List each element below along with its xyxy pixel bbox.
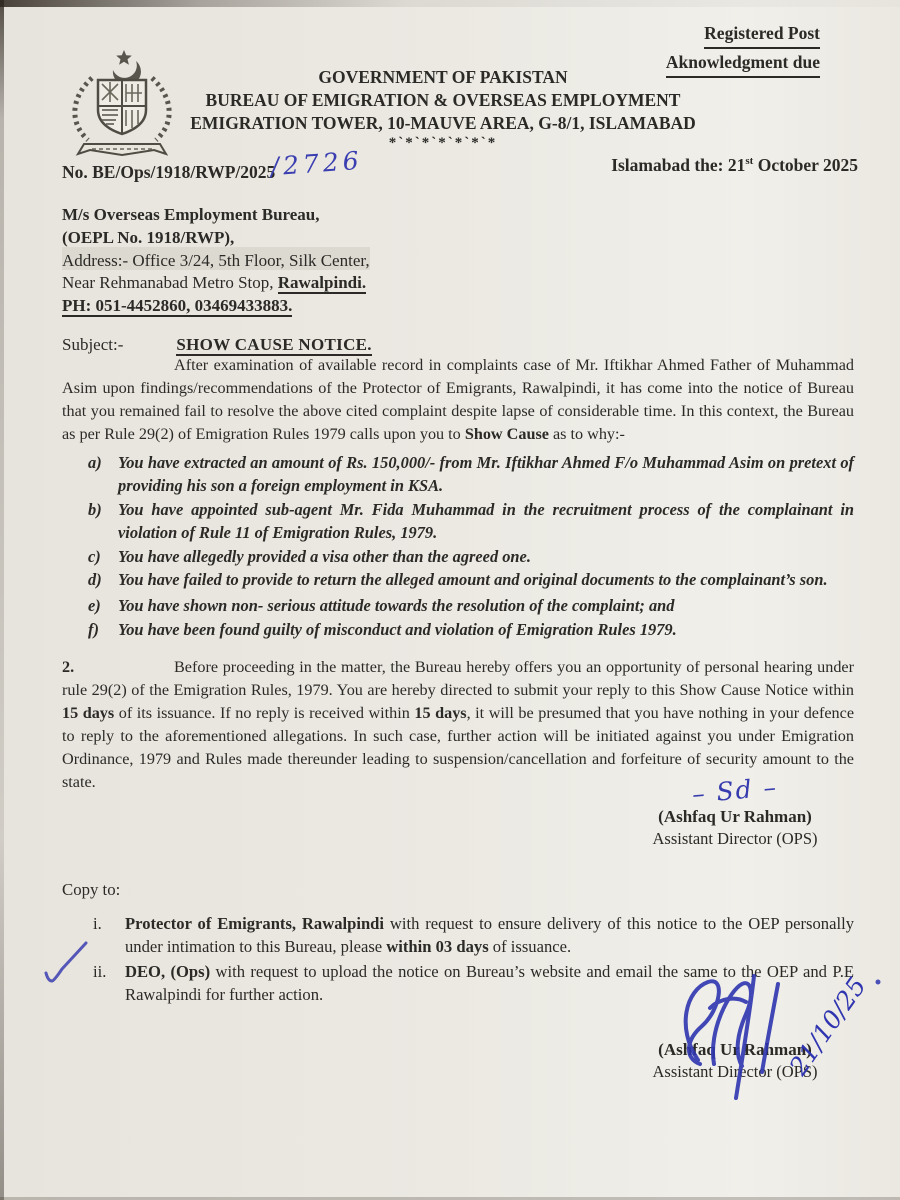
subject-label: Subject:- — [62, 335, 124, 354]
signature-block-1 — [615, 772, 855, 850]
allegation-marker: c) — [88, 546, 101, 566]
date-ordinal: st — [745, 155, 754, 168]
recipient-city: Rawalpindi. — [277, 273, 367, 293]
signatory-title: Assistant Director (OPS) — [652, 1062, 818, 1081]
paragraph-2-15days: 15 days — [414, 704, 467, 722]
allegations-list — [88, 451, 854, 641]
letterhead-divider: *`*`*`*`*`*`* — [388, 135, 498, 151]
copy-to-text: with request to upload the notice on Bureau’s website and email the same to the OEP and P.E Rawalpindi for further action. — [125, 961, 854, 1005]
copy-to-list — [85, 912, 854, 1008]
reference-number — [62, 145, 364, 184]
scan-edge-artifact-top — [0, 0, 900, 7]
copy-to-label: Copy to: — [62, 880, 121, 899]
allegation-text: You have allegedly provided a visa other than the agreed one. — [118, 546, 531, 566]
signatory-name: (Ashfaq Ur Rahman) — [658, 1040, 812, 1059]
handwritten-checkmark-icon — [40, 933, 100, 993]
copy-to-marker: i. — [93, 914, 102, 933]
allegation-text: You have failed to provide to return the alleged amount and original documents to the complainant’s son. — [118, 570, 828, 590]
allegation-item-d — [88, 568, 854, 591]
allegation-text: You have shown non- serious attitude towards the resolution of the complaint; and — [118, 596, 675, 616]
allegation-item-c — [88, 545, 854, 568]
signatory-name: (Ashfaq Ur Rahman) — [658, 807, 812, 826]
paragraph-1-show-cause: Show Cause — [464, 425, 549, 443]
reference-row — [62, 145, 858, 184]
copy-to-item-ii — [85, 960, 854, 1007]
paragraph-2-body — [62, 656, 854, 794]
acknowledgment-due-label: Aknowledgment due — [666, 49, 820, 78]
date-line — [611, 155, 858, 184]
copy-to-text: with request to ensure delivery of this notice to the OEP personally under intimation to this Bureau, please — [125, 914, 854, 957]
letterhead-address: EMIGRATION TOWER, 10-MAUVE AREA, G-8/1, ISLAMABAD — [190, 113, 696, 133]
copy-to-item-i — [85, 912, 854, 959]
paragraph-1-text: After examination of available record in complaints case of Mr. Iftikhar Ahmed Father of Muhammad Asim upon findings/recommendations of the Protector of Emigrants, Rawalpindi, it has come into the notice of Bureau that you remained fail to resolve the above cited complaint despite lapse of considerable time. In this context, the Bureau as per Rule 29(2) of Emigration Rules 1979 calls upon you to — [62, 356, 854, 443]
handwritten-dispatch-number: /2726 — [269, 145, 364, 182]
copy-to-addressee: DEO, (Ops) — [125, 961, 211, 981]
subject-row — [62, 335, 372, 355]
signatory-title: Assistant Director (OPS) — [652, 829, 818, 848]
allegation-text: You have extracted an amount of Rs. 150,000/- from Mr. Iftikhar Ahmed F/o Muhammad Asim on pretext of providing his son a foreign employment in KSA. — [118, 453, 854, 496]
recipient-phone: PH: 051-4452860, 03469433883. — [62, 296, 293, 316]
subject-title: SHOW CAUSE NOTICE. — [176, 335, 372, 354]
paragraph-2-15days: 15 days — [62, 704, 115, 722]
recipient-address-line2 — [62, 272, 370, 295]
date-suffix: October 2025 — [753, 155, 858, 175]
paragraph-2-number: 2. — [62, 658, 75, 676]
allegation-item-b — [88, 498, 854, 545]
copy-to-deadline: within 03 days — [386, 937, 489, 957]
allegation-marker: a) — [88, 453, 102, 472]
paragraph-2 — [62, 656, 854, 794]
copy-to-text: of issuance. — [488, 937, 572, 957]
handwritten-date: 21/10/25 — [783, 971, 872, 1081]
date-prefix: Islamabad the: 21 — [611, 155, 746, 175]
paragraph-2-text: of its issuance. If no reply is received within — [114, 704, 415, 722]
letterhead-bureau: BUREAU OF EMIGRATION & OVERSEAS EMPLOYMENT — [205, 90, 681, 110]
allegation-text: You have appointed sub-agent Mr. Fida Muhammad in the recruitment process of the complainant in violation of Rule 11 of Emigration Rules, 1979. — [118, 499, 854, 543]
paragraph-1-tail: as to why:- — [548, 425, 625, 443]
paragraph-2-text: Before proceeding in the matter, the Bureau hereby offers you an opportunity of personal hearing under rule 29(2) of the Emigration Rules, 1979. You are hereby directed to submit your reply to this Show Cause Notice within — [62, 658, 854, 699]
allegation-item-a — [88, 451, 854, 498]
recipient-address-line2-text: Near Rehmanabad Metro Stop, — [62, 273, 278, 293]
allegation-item-e — [88, 594, 854, 617]
scan-edge-artifact-left — [0, 0, 4, 1200]
recipient-address-line1: Address:- Office 3/24, 5th Floor, Silk Center, — [62, 250, 370, 270]
letterhead-government: GOVERNMENT OF PAKISTAN — [318, 67, 568, 87]
registered-post-label: Registered Post — [704, 20, 820, 49]
recipient-name: M/s Overseas Employment Bureau, — [62, 205, 320, 224]
copy-to-addressee: Protector of Emigrants, Rawalpindi — [125, 914, 385, 933]
allegation-marker: f) — [88, 619, 99, 639]
allegation-text: You have been found guilty of misconduct and violation of Emigration Rules 1979. — [118, 619, 677, 639]
signature-block-2 — [615, 1038, 855, 1083]
paragraph-1 — [62, 354, 854, 446]
handwritten-sd: – Sd – — [690, 772, 780, 809]
allegation-marker: b) — [88, 499, 102, 519]
letterhead — [90, 66, 796, 151]
allegation-marker: e) — [88, 596, 101, 616]
recipient-address-block — [62, 204, 370, 318]
recipient-license: (OEPL No. 1918/RWP), — [62, 227, 235, 247]
reference-number-text: No. BE/Ops/1918/RWP/2025 — [62, 162, 276, 182]
allegation-marker: d) — [88, 570, 102, 590]
copy-to-marker: ii. — [93, 961, 107, 981]
paragraph-2-text: , it will be presumed that you have nothing in your defence to reply to the aforementioned allegations. In such case, further action will be initiated against you under Emigration Ordinance, 1979 and Rules made thereunder leading to suspension/cancellation and forfeiture of security amount to the state. — [62, 704, 855, 791]
allegation-item-f — [88, 618, 854, 641]
